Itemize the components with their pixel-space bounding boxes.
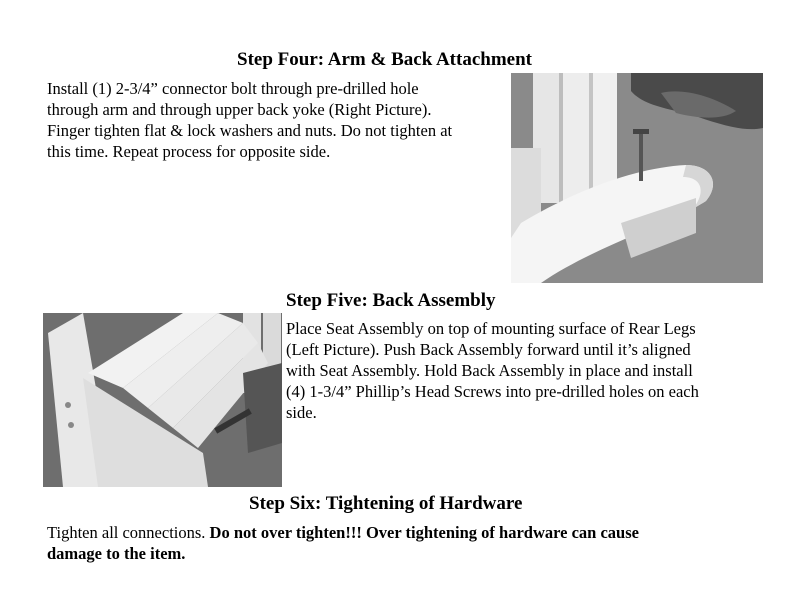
step-five-line: Place Seat Assembly on top of mounting surface of Rear Legs: [286, 319, 696, 338]
step-six-plain-text: Tighten all connections.: [47, 523, 210, 542]
step-five-line: side.: [286, 403, 317, 422]
step-six-heading: Step Six: Tightening of Hardware: [249, 493, 523, 514]
step-six-warning-continued: damage to the item.: [47, 544, 186, 563]
step-five-heading: Step Five: Back Assembly: [286, 290, 496, 311]
step-six-warning: Do not over tighten!!! Over tightening of hardware can cause: [209, 523, 639, 542]
step-five-line: with Seat Assembly. Hold Back Assembly in place and install: [286, 361, 693, 380]
back-assembly-photo: [43, 313, 282, 487]
step-six-line-2: [47, 543, 767, 564]
step-four-line: Install (1) 2-3/4” connector bolt through pre-drilled hole: [47, 79, 419, 98]
step-five-line: (Left Picture). Push Back Assembly forward until it’s aligned: [286, 340, 691, 359]
step-four-line: Finger tighten flat & lock washers and nuts. Do not tighten at: [47, 121, 453, 140]
step-five-instructions: [286, 318, 786, 423]
step-four-heading: Step Four: Arm & Back Attachment: [237, 49, 532, 70]
step-five-line: (4) 1-3/4” Phillip’s Head Screws into pre-drilled holes on each: [286, 382, 699, 401]
step-six-line-1: [47, 522, 767, 543]
step-four-instructions: [47, 78, 517, 162]
arm-attachment-photo: [511, 73, 763, 283]
step-six-instructions: [47, 522, 767, 564]
step-four-line: this time. Repeat process for opposite side.: [47, 142, 331, 161]
step-four-line: through arm and through upper back yoke (Right Picture).: [47, 100, 432, 119]
